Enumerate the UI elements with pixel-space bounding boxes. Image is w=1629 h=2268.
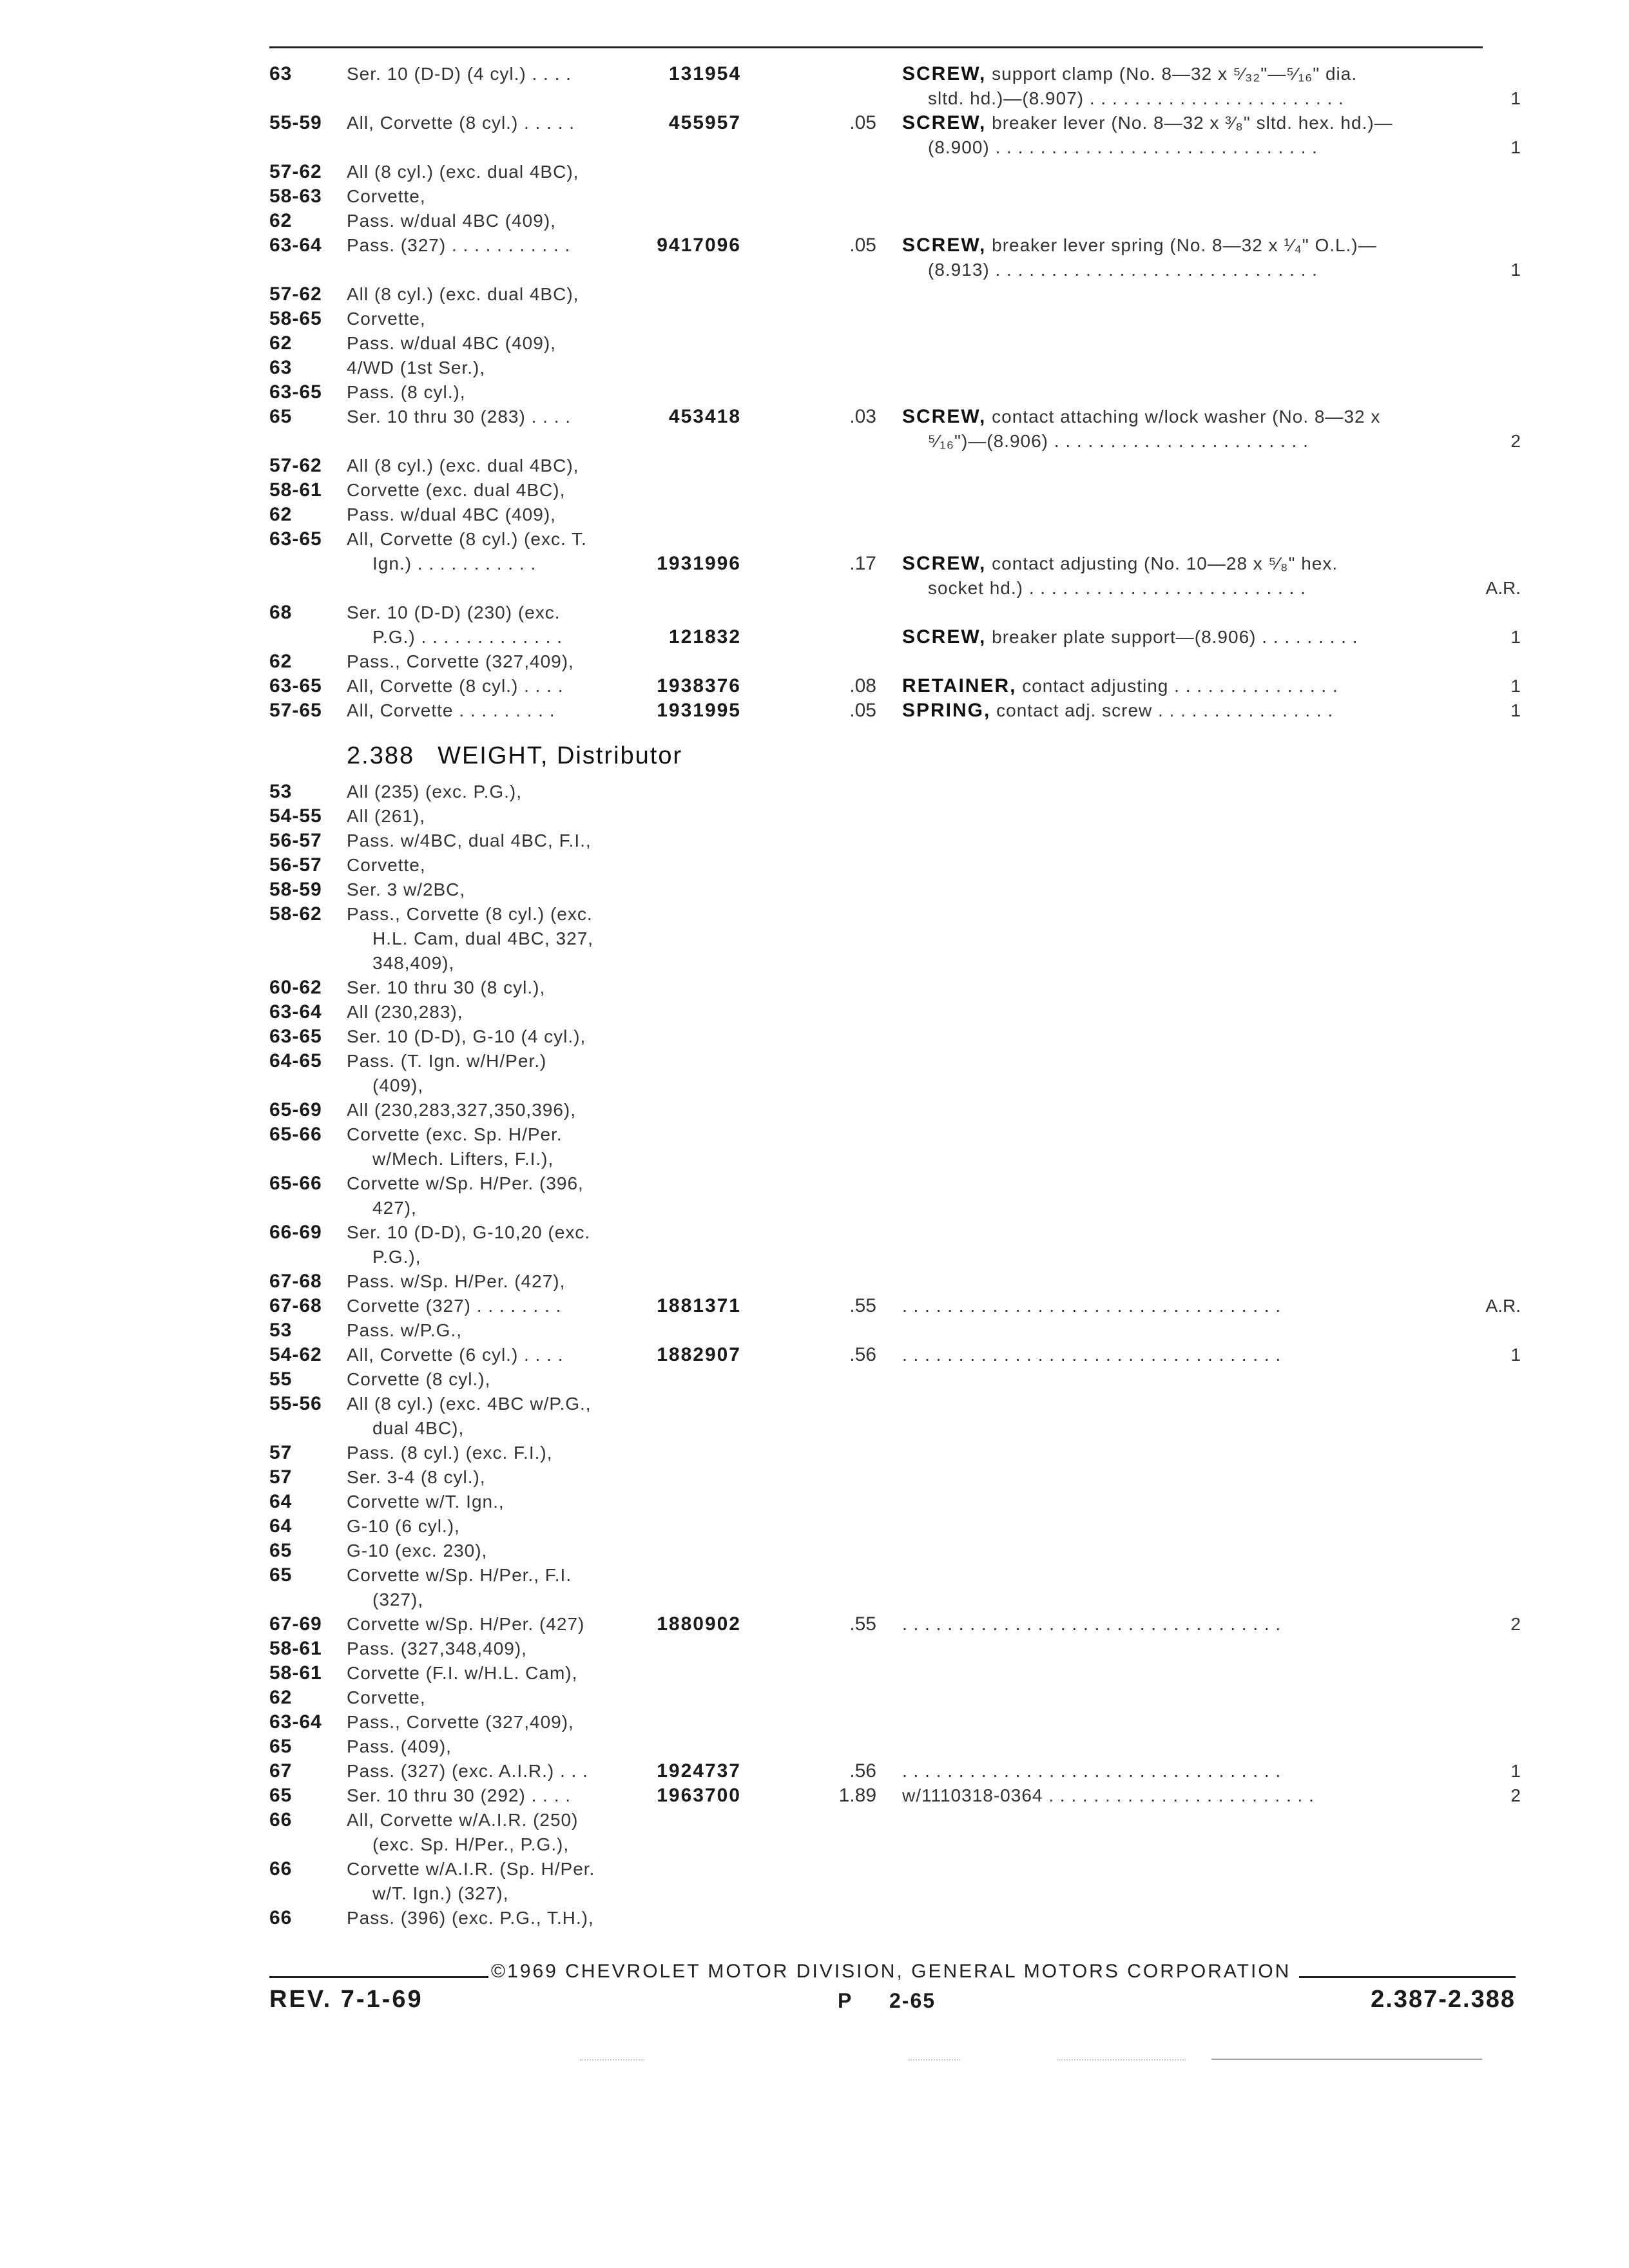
table-row xyxy=(0,1367,1629,1392)
table-row xyxy=(0,1098,1629,1122)
application: Corvette (exc. dual 4BC), xyxy=(347,480,566,500)
model-years: 63-65 xyxy=(269,381,322,403)
model-years: 67-68 xyxy=(269,1271,322,1292)
application: Ser. 10 thru 30 (283) . . . . xyxy=(347,407,572,427)
description: SCREW, breaker plate support—(8.906) . . . . . . . . . xyxy=(902,626,1358,648)
application: Pass. w/4BC, dual 4BC, F.I., xyxy=(347,831,592,850)
price: .05 xyxy=(849,700,876,721)
price: .05 xyxy=(849,235,876,256)
application: (327), xyxy=(372,1590,424,1610)
description: sltd. hd.)—(8.907) . . . . . . . . . . . . . . . . . . . . . . . xyxy=(928,88,1344,108)
application: Ser. 3-4 (8 cyl.), xyxy=(347,1467,486,1487)
model-years: 64-65 xyxy=(269,1050,322,1072)
quantity: 1 xyxy=(1510,1761,1521,1781)
table-row xyxy=(0,975,1629,1000)
model-years: 57 xyxy=(269,1442,293,1463)
application: 427), xyxy=(372,1198,417,1218)
model-years: 56-57 xyxy=(269,854,322,876)
model-years: 65 xyxy=(269,1540,293,1561)
table-row xyxy=(0,1612,1629,1637)
quantity: 1 xyxy=(1510,676,1521,696)
part-number: 1881371 xyxy=(657,1295,741,1316)
model-years: 56-57 xyxy=(269,830,322,851)
application: Pass., Corvette (327,409), xyxy=(347,651,574,671)
table-row xyxy=(0,625,1629,649)
application: Pass., Corvette (8 cyl.) (exc. xyxy=(347,904,593,924)
copyright-notice: ©1969 CHEVROLET MOTOR DIVISION, GENERAL MOTORS CORPORATION xyxy=(491,1961,1291,1982)
table-row xyxy=(0,1514,1629,1539)
table-row xyxy=(0,674,1629,698)
part-number: 1882907 xyxy=(657,1344,741,1365)
table-row xyxy=(0,1661,1629,1686)
price: .05 xyxy=(849,112,876,133)
application: All, Corvette w/A.I.R. (250) xyxy=(347,1810,579,1830)
table-row xyxy=(0,1539,1629,1563)
description: SCREW, contact adjusting (No. 10—28 x ⁵⁄₈" hex. xyxy=(902,553,1338,574)
table-row xyxy=(0,233,1629,258)
model-years: 58-61 xyxy=(269,1662,322,1684)
application: Corvette, xyxy=(347,309,426,329)
table-row xyxy=(0,1073,1629,1098)
price: .55 xyxy=(849,1613,876,1635)
quantity: A.R. xyxy=(1485,1296,1521,1316)
table-row xyxy=(0,1735,1629,1759)
application: Corvette (327) . . . . . . . . xyxy=(347,1296,562,1316)
price: .17 xyxy=(849,553,876,574)
quantity: 1 xyxy=(1510,700,1521,720)
application: Ser. 10 thru 30 (8 cyl.), xyxy=(347,977,546,997)
model-years: 57-62 xyxy=(269,284,322,305)
model-years: 66-69 xyxy=(269,1222,322,1243)
section-range: 2.387-2.388 xyxy=(1371,1986,1516,2013)
table-row xyxy=(0,209,1629,233)
application: Pass. w/dual 4BC (409), xyxy=(347,211,556,231)
table-row xyxy=(0,1392,1629,1416)
revision-date: REV. 7-1-69 xyxy=(269,1986,423,2013)
model-years: 55-59 xyxy=(269,112,322,133)
model-years: 55-56 xyxy=(269,1393,322,1414)
application: All (230,283,327,350,396), xyxy=(347,1100,577,1120)
description: SCREW, contact attaching w/lock washer (No. 8—32 x xyxy=(902,406,1381,427)
table-row xyxy=(0,1245,1629,1269)
model-years: 65-69 xyxy=(269,1099,322,1120)
application: Corvette, xyxy=(347,1687,426,1707)
table-row xyxy=(0,1857,1629,1881)
application: Pass. (8 cyl.) (exc. F.I.), xyxy=(347,1443,553,1463)
table-row xyxy=(0,927,1629,951)
price: .56 xyxy=(849,1344,876,1365)
model-years: 63-65 xyxy=(269,675,322,697)
section-heading xyxy=(347,741,682,771)
model-years: 64 xyxy=(269,1491,293,1512)
quantity: 2 xyxy=(1510,431,1521,451)
quantity: 1 xyxy=(1510,260,1521,280)
table-row xyxy=(0,1808,1629,1832)
scan-artifact xyxy=(909,2059,960,2062)
description: (8.900) . . . . . . . . . . . . . . . . . . . . . . . . . . . . . xyxy=(928,137,1318,157)
model-years: 62 xyxy=(269,210,293,231)
part-number: 131954 xyxy=(668,63,741,84)
description: ⁵⁄₁₆")—(8.906) . . . . . . . . . . . . . . . . . . . . . . . xyxy=(928,431,1309,451)
scan-artifact xyxy=(1057,2059,1186,2062)
table-row xyxy=(0,1490,1629,1514)
table-row xyxy=(0,853,1629,878)
application: G-10 (exc. 230), xyxy=(347,1541,488,1561)
scan-artifact xyxy=(580,2059,644,2062)
application: Pass. w/dual 4BC (409), xyxy=(347,505,556,524)
table-row xyxy=(0,380,1629,405)
model-years: 57-62 xyxy=(269,161,322,182)
model-years: 57-65 xyxy=(269,700,322,721)
table-row xyxy=(0,478,1629,503)
model-years: 57-62 xyxy=(269,455,322,476)
quantity: 1 xyxy=(1510,137,1521,157)
table-row xyxy=(0,1881,1629,1906)
model-years: 58-59 xyxy=(269,879,322,900)
part-number: 1931995 xyxy=(657,700,741,721)
table-row xyxy=(0,1686,1629,1710)
page-number: 2-65 xyxy=(889,1989,936,2012)
application: Corvette w/Sp. H/Per. (396, xyxy=(347,1173,584,1193)
footer-rule-right xyxy=(1299,1976,1516,1978)
model-years: 66 xyxy=(269,1907,293,1928)
model-years: 58-65 xyxy=(269,308,322,329)
table-row xyxy=(0,902,1629,927)
application: Pass. (T. Ign. w/H/Per.) xyxy=(347,1051,547,1071)
model-years: 67-69 xyxy=(269,1613,322,1635)
application: All (8 cyl.) (exc. dual 4BC), xyxy=(347,456,579,476)
table-row xyxy=(0,62,1629,86)
application: All, Corvette (8 cyl.) . . . . . xyxy=(347,113,575,133)
description: (8.913) . . . . . . . . . . . . . . . . . . . . . . . . . . . . . xyxy=(928,260,1318,280)
table-row xyxy=(0,1196,1629,1220)
application: Pass. (327,348,409), xyxy=(347,1639,527,1658)
application: Pass. (8 cyl.), xyxy=(347,382,466,402)
model-years: 65 xyxy=(269,1785,293,1806)
model-years: 67 xyxy=(269,1760,293,1782)
application: All (261), xyxy=(347,806,426,826)
table-row xyxy=(0,649,1629,674)
table-row xyxy=(0,1906,1629,1930)
table-row xyxy=(0,1759,1629,1783)
table-row xyxy=(0,111,1629,135)
application: All (8 cyl.) (exc. 4BC w/P.G., xyxy=(347,1394,592,1414)
table-row xyxy=(0,1416,1629,1441)
table-row xyxy=(0,1465,1629,1490)
description: SCREW, breaker lever (No. 8—32 x ³⁄₈" sltd. hex. hd.)— xyxy=(902,112,1393,133)
model-years: 53 xyxy=(269,781,293,802)
application: Corvette (exc. Sp. H/Per. xyxy=(347,1124,563,1144)
table-row xyxy=(0,1832,1629,1857)
part-number: 1931996 xyxy=(657,553,741,574)
table-row xyxy=(0,698,1629,723)
application: Ser. 10 (D-D) (4 cyl.) . . . . xyxy=(347,64,572,84)
application: G-10 (6 cyl.), xyxy=(347,1516,460,1536)
table-row xyxy=(0,1269,1629,1294)
application: All (230,283), xyxy=(347,1002,463,1022)
table-row xyxy=(0,878,1629,902)
description: w/1110318-0364 . . . . . . . . . . . . . . . . . . . . . . . . xyxy=(902,1785,1315,1805)
description: SPRING, contact adj. screw . . . . . . . . . . . . . . . . xyxy=(902,700,1334,721)
section-number: 2.388 xyxy=(347,742,415,769)
table-row xyxy=(0,307,1629,331)
application: All, Corvette (6 cyl.) . . . . xyxy=(347,1345,564,1365)
part-number: 121832 xyxy=(668,626,741,648)
model-years: 65 xyxy=(269,406,293,427)
model-years: 62 xyxy=(269,651,293,672)
application: Pass. (409), xyxy=(347,1736,452,1756)
application: Ser. 10 (D-D) (230) (exc. xyxy=(347,602,561,622)
model-years: 63 xyxy=(269,63,293,84)
application: H.L. Cam, dual 4BC, 327, xyxy=(372,928,594,948)
description: . . . . . . . . . . . . . . . . . . . . . . . . . . . . . . . . . . xyxy=(902,1296,1282,1316)
model-years: 62 xyxy=(269,1687,293,1708)
table-row xyxy=(0,601,1629,625)
application: Pass. (327) . . . . . . . . . . . xyxy=(347,235,571,255)
application: Corvette, xyxy=(347,186,426,206)
part-number: 9417096 xyxy=(657,235,741,256)
model-years: 62 xyxy=(269,332,293,354)
application: Corvette (F.I. w/H.L. Cam), xyxy=(347,1663,578,1683)
description: socket hd.) . . . . . . . . . . . . . . . . . . . . . . . . . xyxy=(928,578,1306,598)
table-row xyxy=(0,1318,1629,1343)
application: Ign.) . . . . . . . . . . . xyxy=(372,553,537,573)
price: .55 xyxy=(849,1295,876,1316)
scan-artifact xyxy=(1211,2059,1482,2060)
model-years: 58-63 xyxy=(269,186,322,207)
model-years: 65-66 xyxy=(269,1124,322,1145)
part-number: 1924737 xyxy=(657,1760,741,1782)
model-years: 54-55 xyxy=(269,805,322,827)
table-row xyxy=(0,1049,1629,1073)
part-number: 1880902 xyxy=(657,1613,741,1635)
application: Corvette w/T. Ign., xyxy=(347,1492,505,1512)
application: Pass., Corvette (327,409), xyxy=(347,1712,574,1732)
table-row xyxy=(0,331,1629,356)
table-row xyxy=(0,576,1629,601)
application: Pass. w/dual 4BC (409), xyxy=(347,333,556,353)
table-row xyxy=(0,1171,1629,1196)
application: dual 4BC), xyxy=(372,1418,465,1438)
model-years: 65 xyxy=(269,1564,293,1586)
application: All, Corvette . . . . . . . . . xyxy=(347,700,555,720)
model-years: 53 xyxy=(269,1320,293,1341)
model-years: 63-64 xyxy=(269,1001,322,1023)
model-years: 66 xyxy=(269,1809,293,1831)
application: Corvette w/Sp. H/Per., F.I. xyxy=(347,1565,572,1585)
model-years: 63-65 xyxy=(269,528,322,550)
model-years: 66 xyxy=(269,1858,293,1879)
quantity: 1 xyxy=(1510,1345,1521,1365)
application: P.G.) . . . . . . . . . . . . . xyxy=(372,627,563,647)
table-row xyxy=(0,160,1629,184)
table-row xyxy=(0,429,1629,454)
table-row xyxy=(0,503,1629,527)
application: Corvette (8 cyl.), xyxy=(347,1369,491,1389)
price: 1.89 xyxy=(838,1785,876,1806)
table-row xyxy=(0,258,1629,282)
application: Ser. 10 thru 30 (292) . . . . xyxy=(347,1785,572,1805)
table-row xyxy=(0,1783,1629,1808)
model-years: 65-66 xyxy=(269,1173,322,1194)
application: Corvette, xyxy=(347,855,426,875)
table-row xyxy=(0,780,1629,804)
model-years: 54-62 xyxy=(269,1344,322,1365)
footer-rule-left xyxy=(269,1976,488,1978)
model-years: 63-64 xyxy=(269,235,322,256)
application: Pass. w/Sp. H/Per. (427), xyxy=(347,1271,566,1291)
price: .03 xyxy=(849,406,876,427)
part-number: 455957 xyxy=(668,112,741,133)
description: RETAINER, contact adjusting . . . . . . . . . . . . . . . xyxy=(902,675,1338,697)
application: P.G.), xyxy=(372,1247,421,1267)
page-code: P xyxy=(838,1989,852,2012)
model-years: 63 xyxy=(269,357,293,378)
table-row xyxy=(0,1563,1629,1588)
model-years: 63-65 xyxy=(269,1026,322,1047)
table-row xyxy=(0,1710,1629,1735)
quantity: 2 xyxy=(1510,1785,1521,1805)
table-row xyxy=(0,1441,1629,1465)
table-row xyxy=(0,282,1629,307)
application: All (235) (exc. P.G.), xyxy=(347,782,523,802)
description: . . . . . . . . . . . . . . . . . . . . . . . . . . . . . . . . . . xyxy=(902,1345,1282,1365)
model-years: 58-61 xyxy=(269,479,322,501)
application: (exc. Sp. H/Per., P.G.), xyxy=(372,1834,570,1854)
application: (409), xyxy=(372,1075,424,1095)
part-number: 1938376 xyxy=(657,675,741,697)
table-row xyxy=(0,951,1629,975)
quantity: 1 xyxy=(1510,88,1521,108)
model-years: 58-62 xyxy=(269,903,322,925)
model-years: 60-62 xyxy=(269,977,322,998)
table-row xyxy=(0,356,1629,380)
description: SCREW, breaker lever spring (No. 8—32 x ¹⁄₄" O.L.)— xyxy=(902,235,1377,256)
model-years: 67-68 xyxy=(269,1295,322,1316)
table-row xyxy=(0,829,1629,853)
table-row xyxy=(0,1147,1629,1171)
application: Corvette w/A.I.R. (Sp. H/Per. xyxy=(347,1859,595,1879)
table-row xyxy=(0,1122,1629,1147)
application: All, Corvette (8 cyl.) (exc. T. xyxy=(347,529,587,549)
table-row xyxy=(0,527,1629,552)
table-row xyxy=(0,804,1629,829)
table-row xyxy=(0,1588,1629,1612)
quantity: 1 xyxy=(1510,627,1521,647)
section-title: WEIGHT, Distributor xyxy=(438,742,683,769)
application: Corvette w/Sp. H/Per. (427) xyxy=(347,1614,585,1634)
price: .08 xyxy=(849,675,876,697)
application: Pass. w/P.G., xyxy=(347,1320,462,1340)
table-row xyxy=(0,184,1629,209)
application: w/Mech. Lifters, F.I.), xyxy=(372,1149,554,1169)
model-years: 57 xyxy=(269,1466,293,1488)
table-row xyxy=(0,1000,1629,1024)
model-years: 68 xyxy=(269,602,293,623)
table-row xyxy=(0,135,1629,160)
table-row xyxy=(0,86,1629,111)
model-years: 55 xyxy=(269,1369,293,1390)
description: . . . . . . . . . . . . . . . . . . . . . . . . . . . . . . . . . . xyxy=(902,1614,1282,1634)
description: SCREW, support clamp (No. 8—32 x ⁵⁄₃₂"—⁵⁄₁₆" dia. xyxy=(902,63,1358,84)
quantity: 2 xyxy=(1510,1614,1521,1634)
quantity: A.R. xyxy=(1485,578,1521,598)
model-years: 62 xyxy=(269,504,293,525)
table-row xyxy=(0,1024,1629,1049)
part-number: 453418 xyxy=(668,406,741,427)
table-row xyxy=(0,454,1629,478)
application: Ser. 3 w/2BC, xyxy=(347,879,466,899)
table-row xyxy=(0,405,1629,429)
application: All (8 cyl.) (exc. dual 4BC), xyxy=(347,284,579,304)
part-number: 1963700 xyxy=(657,1785,741,1806)
model-years: 64 xyxy=(269,1515,293,1537)
table-row xyxy=(0,552,1629,576)
application: Ser. 10 (D-D), G-10 (4 cyl.), xyxy=(347,1026,586,1046)
table-row xyxy=(0,1343,1629,1367)
application: Pass. (327) (exc. A.I.R.) . . . xyxy=(347,1761,588,1781)
description: . . . . . . . . . . . . . . . . . . . . . . . . . . . . . . . . . . xyxy=(902,1761,1282,1781)
application: Pass. (396) (exc. P.G., T.H.), xyxy=(347,1908,594,1928)
table-row xyxy=(0,1637,1629,1661)
application: All (8 cyl.) (exc. dual 4BC), xyxy=(347,162,579,182)
application: All, Corvette (8 cyl.) . . . . xyxy=(347,676,564,696)
application: w/T. Ign.) (327), xyxy=(372,1883,509,1903)
model-years: 63-64 xyxy=(269,1711,322,1733)
application: 348,409), xyxy=(372,953,455,973)
table-row xyxy=(0,1220,1629,1245)
model-years: 58-61 xyxy=(269,1638,322,1659)
price: .56 xyxy=(849,1760,876,1782)
table-row xyxy=(0,1294,1629,1318)
application: Ser. 10 (D-D), G-10,20 (exc. xyxy=(347,1222,591,1242)
application: 4/WD (1st Ser.), xyxy=(347,358,486,378)
model-years: 65 xyxy=(269,1736,293,1757)
